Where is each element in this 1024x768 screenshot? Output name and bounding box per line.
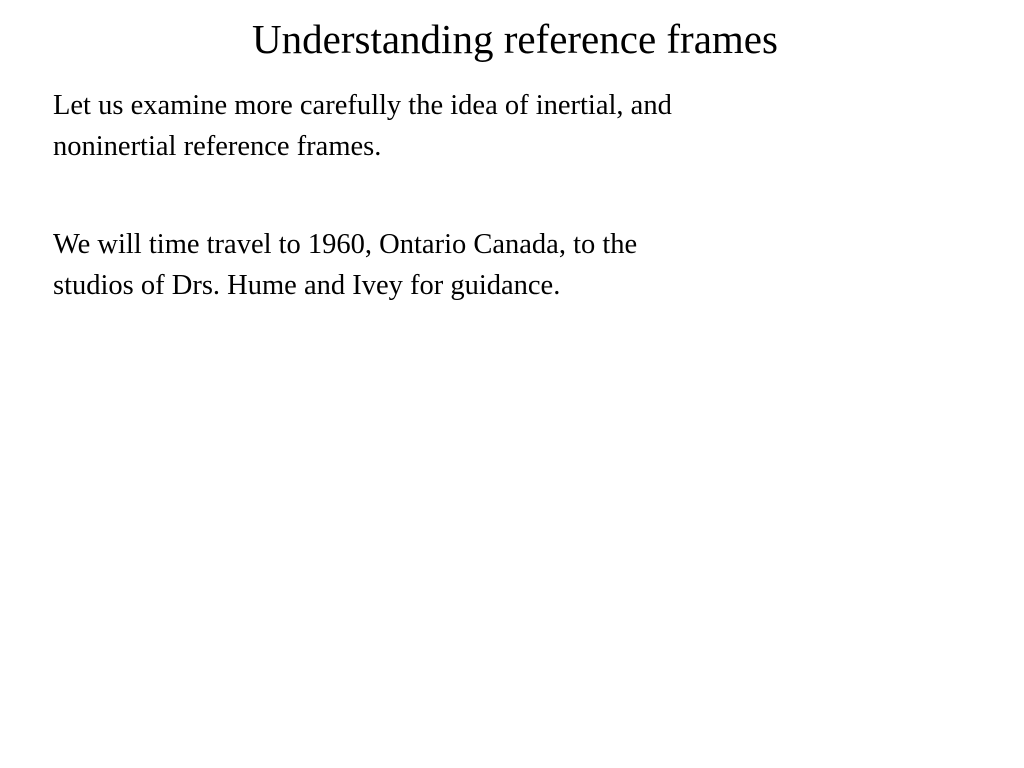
paragraph-line: Let us examine more carefully the idea of inertial, and	[53, 90, 672, 121]
paragraph-time-travel	[53, 224, 873, 306]
slide-title: Understanding reference frames	[252, 16, 778, 62]
paragraph-line: We will time travel to 1960, Ontario Canada, to the	[53, 229, 638, 260]
paragraph-line: noninertial reference frames.	[53, 131, 382, 162]
paragraph-inertial-frames	[53, 85, 873, 167]
paragraph-line: studios of Drs. Hume and Ivey for guidance.	[53, 270, 561, 301]
